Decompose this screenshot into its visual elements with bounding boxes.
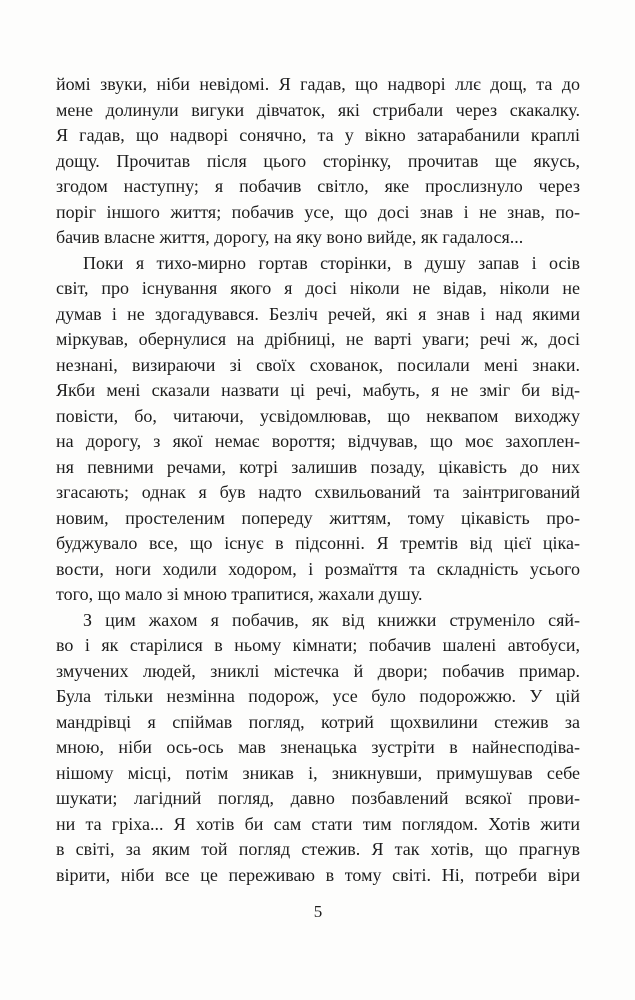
paragraph	[56, 251, 580, 608]
text-line: йомі звуки, ніби невідомі. Я гадав, що надворі ллє дощ, та до	[56, 74, 580, 94]
text-line: дощу. Прочитав після цього сторінку, прочитав ще якусь,	[56, 150, 580, 171]
text-line: вірити, ніби все це переживаю в тому світі. Ні, потреби віри	[56, 864, 580, 885]
text-line: З цим жахом я побачив, як від книжки струменіло сяй-	[83, 609, 580, 630]
page-number: 5	[313, 902, 323, 921]
text-line: того, що мало зі мною трапитися, жахали душу.	[56, 584, 423, 604]
text-line: Я гадав, що надворі сонячно, та у вікно затарабанили краплі	[56, 125, 580, 145]
text-line: бачив власне життя, дорогу, на яку воно вийде, як гадалося...	[56, 227, 524, 247]
text-line: мене долинули вигуки дівчаток, які стрибали через скакалку.	[56, 99, 580, 120]
text-line: новим, простеленим попереду життям, тому цікавість про-	[56, 507, 580, 528]
text-line: ня певними речами, котрі залишив позаду, цікавість до них	[56, 456, 580, 477]
text-line: вости, ноги ходили ходором, і розмаїття та складність усього	[56, 558, 580, 579]
text-line: нішому місці, потім зникав і, зникнувши, примушував себе	[56, 762, 580, 783]
text-line: міркував, обернулися на дрібниці, не варті уваги; речі ж, досі	[56, 329, 580, 349]
text-line: згасають; однак я був надто схвильований та заінтригований	[56, 482, 580, 502]
text-line: змучених людей, зниклі містечка й двори; побачив примар.	[56, 660, 580, 681]
text-line: в світі, за яким той погляд стежив. Я так хотів, що прагнув	[56, 839, 580, 859]
text-line: на дорогу, з якої немає вороття; відчував, що моє захоплен-	[56, 431, 580, 451]
text-line: ни та гріха... Я хотів би сам стати тим поглядом. Хотів жити	[56, 813, 580, 834]
text-line: згодом наступну; я побачив світло, яке прослизнуло через	[56, 176, 580, 196]
text-line: во і як старілися в ньому кімнати; побачив шалені автобуси,	[56, 635, 580, 655]
paragraph	[56, 72, 580, 251]
text-line: поріг іншого життя; побачив усе, що досі знав і не знав, по-	[56, 201, 580, 222]
text-line: Поки я тихо-мирно гортав сторінки, в душу запав і осів	[83, 252, 580, 273]
text-line: Була тільки незмінна подорож, усе було подорожжю. У цій	[56, 686, 580, 706]
text-line: незнані, визираючи зі своїх схованок, посилали мені знаки.	[56, 354, 580, 375]
text-line: думав і не здогадувався. Безліч речей, які я знав і над якими	[56, 303, 580, 324]
text-line: мандрівці я спіймав погляд, котрий щохвилини стежив за	[56, 711, 580, 732]
text-line: повісти, бо, читаючи, усвідомлював, що неквапом виходжу	[56, 405, 580, 426]
text-line: світ, про існування якого я досі ніколи не відав, ніколи не	[56, 278, 580, 298]
text-line: Якби мені сказали назвати ці речі, мабуть, я не зміг би від-	[56, 380, 580, 400]
text-line: буджувало все, що існує в підсонні. Я тремтів від цієї ціка-	[56, 533, 580, 553]
text-block	[56, 72, 580, 888]
text-line: шукати; лагідний погляд, давно позбавлений всякої прови-	[56, 788, 580, 808]
text-line: мною, ніби ось-ось мав зненацька зустріти в найнесподіва-	[56, 737, 580, 757]
paragraph	[56, 608, 580, 889]
